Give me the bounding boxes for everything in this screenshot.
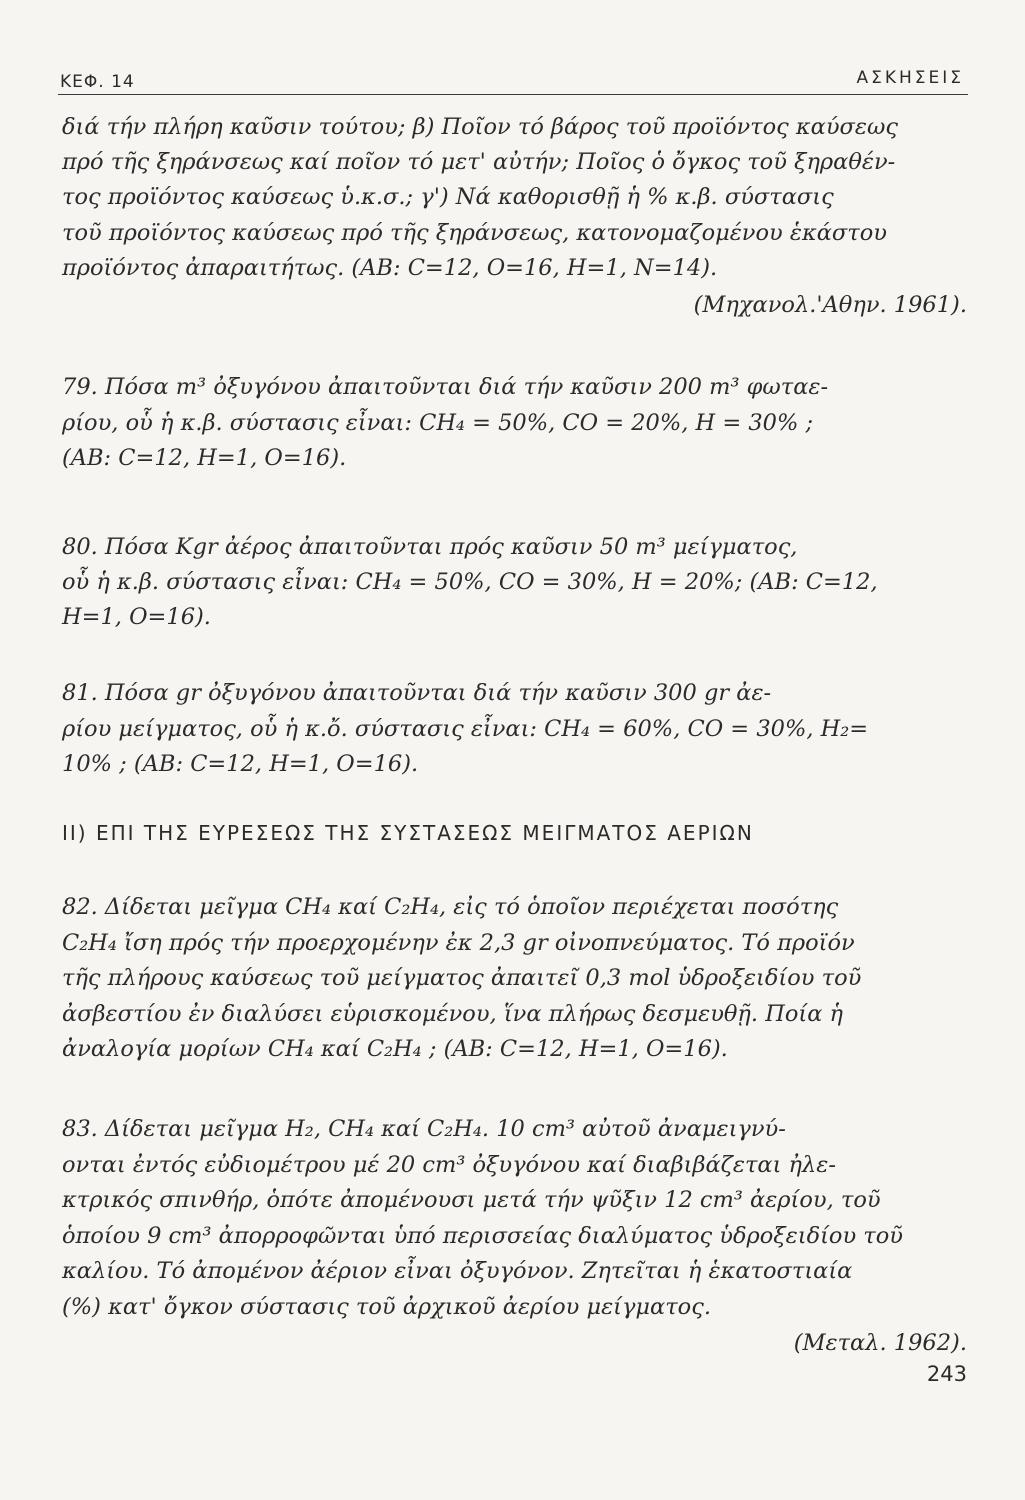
section-title: ΑΣΚΗΣΕΙΣ xyxy=(856,68,964,88)
section-heading: II) ΕΠΙ ΤΗΣ ΕΥΡΕΣΕΩΣ ΤΗΣ ΣΥΣΤΑΣΕΩΣ ΜΕΙΓΜΑΤΟΣ ΑΕΡΙΩΝ xyxy=(62,821,754,845)
text-line: οὗ ἡ κ.β. σύστασις εἶναι: CH₄ = 50%, CO = 30%, H = 20%; (ΑΒ: C=12, xyxy=(62,569,878,595)
problem-81: 81. Πόσα gr ὀξυγόνου ἀπαιτοῦνται διά τήν καῦσιν 300 gr ἀε- xyxy=(62,680,772,706)
text-line: τῆς πλήρους καύσεως τοῦ μείγματος ἀπαιτεῖ 0,3 mol ὑδροξειδίου τοῦ xyxy=(62,965,862,991)
text-line: (ΑΒ: C=12, H=1, O=16). xyxy=(62,445,347,471)
text-line: C₂H₄ ἴση πρός τήν προερχομένην ἐκ 2,3 gr οἰνοπνεύματος. Τό προϊόν xyxy=(62,930,855,956)
text-line: ὁποίου 9 cm³ ἀπορροφῶνται ὑπό περισσείας διαλύματος ὑδροξειδίου τοῦ xyxy=(62,1223,903,1249)
text-line: κτρικός σπινθήρ, ὁπότε ἀπομένουσι μετά τήν ψῦξιν 12 cm³ ἀερίου, τοῦ xyxy=(62,1187,881,1213)
text-line: 10% ; (ΑΒ: C=12, H=1, O=16). xyxy=(62,751,419,777)
text-line: ονται ἐντός εὐδιομέτρου μέ 20 cm³ ὀξυγόνου καί διαβιβάζεται ἠλε- xyxy=(62,1152,836,1178)
source-citation: (Μεταλ. 1962). xyxy=(793,1330,967,1356)
text-line: διά τήν πλήρη καῦσιν τούτου; β) Ποῖον τό βάρος τοῦ προϊόντος καύσεως xyxy=(62,114,898,140)
source-citation: (Μηχανολ.'Αθην. 1961). xyxy=(693,292,967,318)
problem-79: 79. Πόσα m³ ὀξυγόνου ἀπαιτοῦνται διά τήν καῦσιν 200 m³ φωταε- xyxy=(62,374,829,400)
problem-82: 82. Δίδεται μεῖγμα CH₄ καί C₂H₄, εἰς τό ὁποῖον περιέχεται ποσότης xyxy=(62,894,839,920)
text-line: τος προϊόντος καύσεως ὑ.κ.σ.; γ') Νά καθορισθῇ ἡ % κ.β. σύστασις xyxy=(62,184,834,210)
text-line: ἀσβεστίου ἐν διαλύσει εὑρισκομένου, ἵνα πλήρως δεσμευθῇ. Ποία ἡ xyxy=(62,1001,844,1027)
text-line: καλίου. Τό ἀπομένον ἀέριον εἶναι ὀξυγόνον. Ζητεῖται ἡ ἑκατοστιαία xyxy=(62,1258,853,1284)
problem-83: 83. Δίδεται μεῖγμα H₂, CH₄ καί C₂H₄. 10 cm³ αὐτοῦ ἀναμειγνύ- xyxy=(62,1116,786,1142)
text-line: (%) κατ' ὄγκον σύστασις τοῦ ἀρχικοῦ ἀερίου μείγματος. xyxy=(62,1294,711,1320)
page-number: 243 xyxy=(926,1362,967,1386)
text-line: H=1, O=16). xyxy=(62,604,211,630)
page-header xyxy=(58,66,968,95)
text-line: πρό τῆς ξηράνσεως καί ποῖον τό μετ' αὐτήν; Ποῖος ὁ ὄγκος τοῦ ξηραθέν- xyxy=(62,149,896,175)
text-line: ρίου, οὗ ἡ κ.β. σύστασις εἶναι: CH₄ = 50%, CO = 20%, H = 30% ; xyxy=(62,410,814,436)
text-line: τοῦ προϊόντος καύσεως πρό τῆς ξηράνσεως, κατονομαζομένου ἑκάστου xyxy=(62,220,887,246)
text-line: ἀναλογία μορίων CH₄ καί C₂H₄ ; (ΑΒ: C=12, H=1, O=16). xyxy=(62,1036,728,1062)
problem-80: 80. Πόσα Kgr ἀέρος ἀπαιτοῦνται πρός καῦσιν 50 m³ μείγματος, xyxy=(62,534,798,560)
text-line: ρίου μείγματος, οὗ ἡ κ.ὄ. σύστασις εἶναι: CH₄ = 60%, CO = 30%, H₂= xyxy=(62,716,869,742)
text-line: προϊόντος ἀπαραιτήτως. (ΑΒ: C=12, O=16, H=1, N=14). xyxy=(62,255,718,281)
chapter-label: ΚΕΦ. 14 xyxy=(60,72,135,92)
